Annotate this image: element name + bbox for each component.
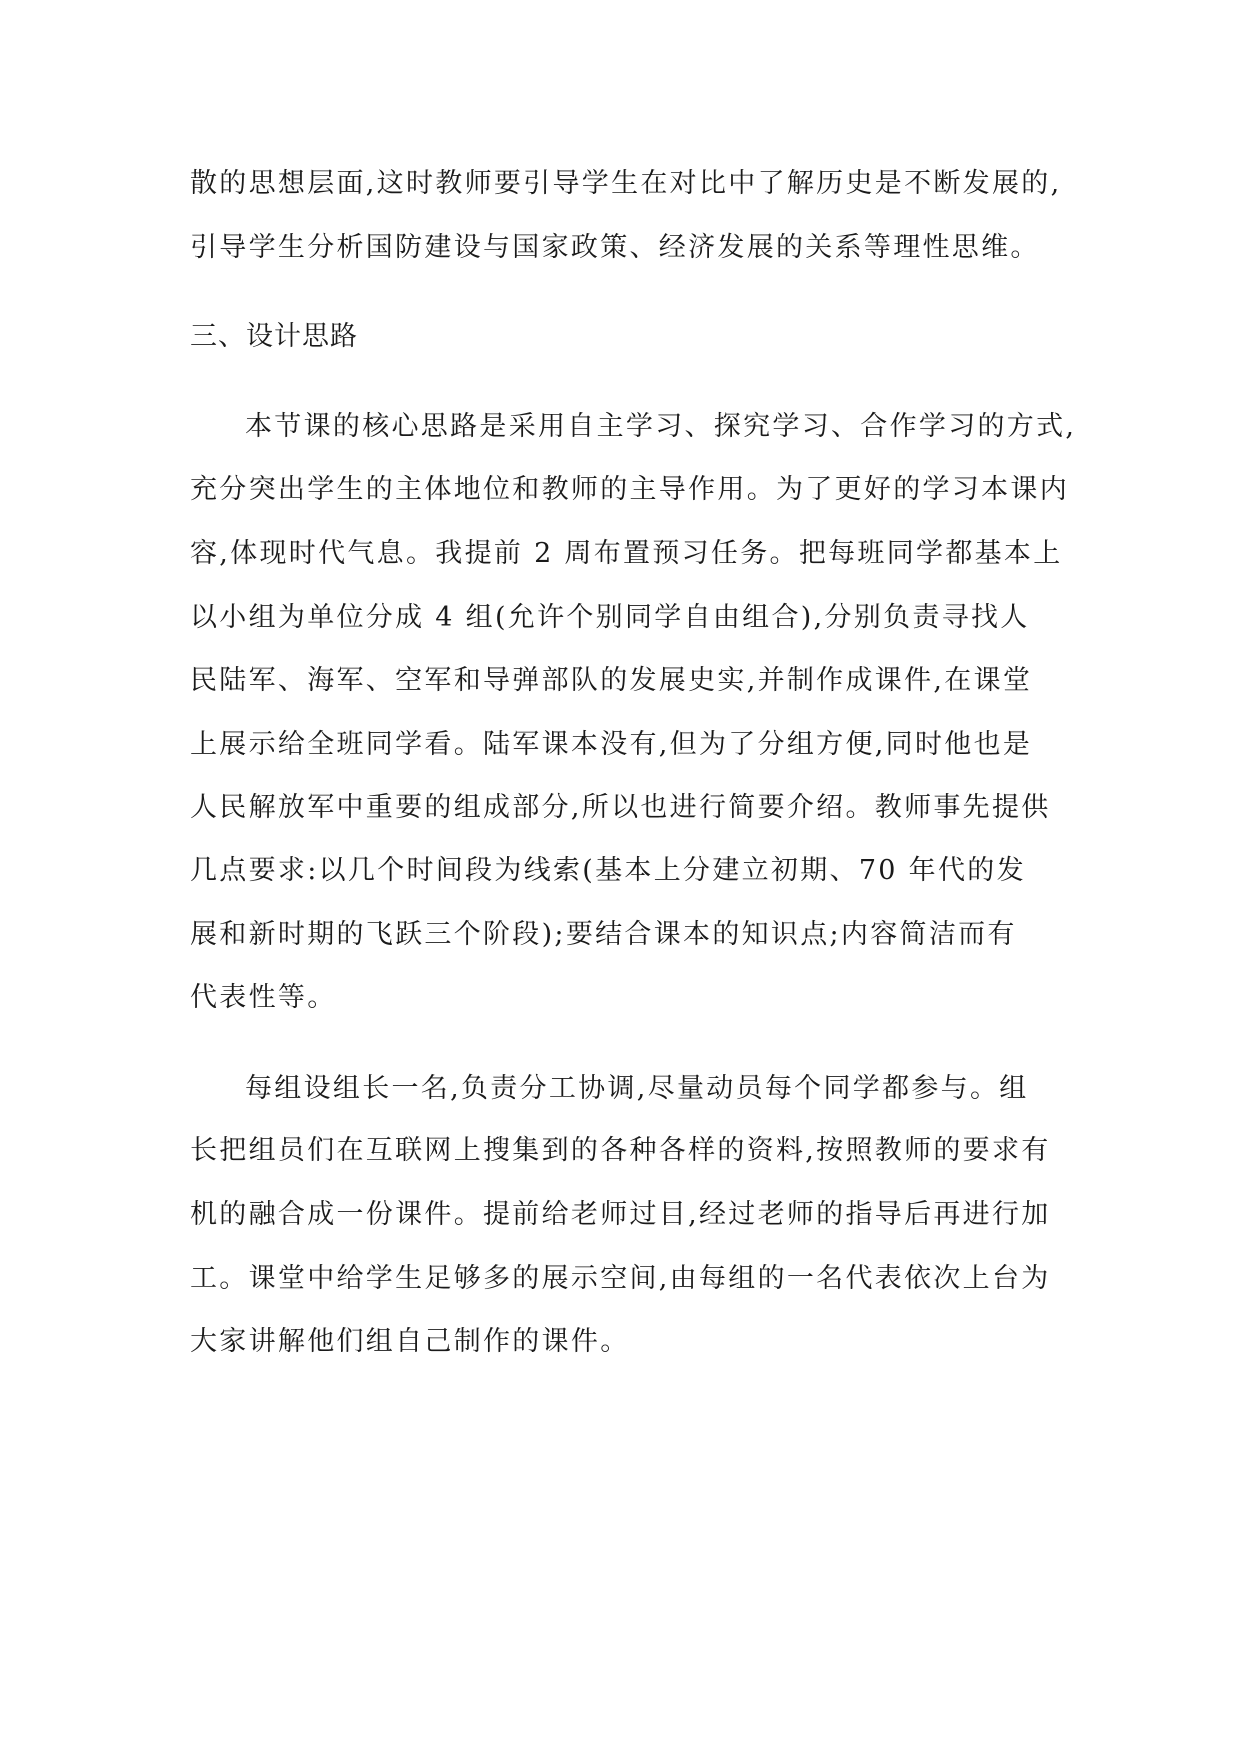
paragraph-2-line-7: 人民解放军中重要的组成部分,所以也进行简要介绍。教师事先提供 — [190, 792, 1051, 823]
paragraph-2-line-2: 充分突出学生的主体地位和教师的主导作用。为了更好的学习本课内 — [190, 474, 1069, 505]
paragraph-2-line-5: 民陆军、海军、空军和导弹部队的发展史实,并制作成课件,在课堂 — [190, 665, 1033, 696]
paragraph-2-line-9: 展和新时期的飞跃三个阶段);要结合课本的知识点;内容简洁而有 — [190, 919, 1017, 950]
paragraph-2-line-8: 几点要求:以几个时间段为线索(基本上分建立初期、70 年代的发 — [190, 855, 1026, 886]
paragraph-1-line-1: 散的思想层面,这时教师要引导学生在对比中了解历史是不断发展的, — [190, 168, 1062, 199]
section-heading: 三、设计思路 — [190, 321, 358, 352]
paragraph-3-line-3: 机的融合成一份课件。提前给老师过目,经过老师的指导后再进行加 — [190, 1199, 1051, 1230]
paragraph-3-line-2: 长把组员们在互联网上搜集到的各种各样的资料,按照教师的要求有 — [190, 1135, 1051, 1166]
paragraph-3-line-4: 工。课堂中给学生足够多的展示空间,由每组的一名代表依次上台为 — [190, 1263, 1051, 1294]
paragraph-2-line-1: 本节课的核心思路是采用自主学习、探究学习、合作学习的方式, — [245, 411, 1077, 442]
paragraph-1-line-2: 引导学生分析国防建设与国家政策、经济发展的关系等理性思维。 — [190, 232, 1040, 263]
paragraph-3-line-1: 每组设组长一名,负责分工协调,尽量动员每个同学都参与。组 — [245, 1073, 1029, 1104]
paragraph-2-line-3: 容,体现时代气息。我提前 2 周布置预习任务。把每班同学都基本上 — [190, 538, 1063, 569]
paragraph-2-line-10: 代表性等。 — [190, 982, 337, 1013]
paragraph-3-line-5: 大家讲解他们组自己制作的课件。 — [190, 1326, 630, 1357]
paragraph-2-line-4: 以小组为单位分成 4 组(允许个别同学自由组合),分别负责寻找人 — [190, 602, 1030, 633]
paragraph-2-line-6: 上展示给全班同学看。陆军课本没有,但为了分组方便,同时他也是 — [190, 729, 1033, 760]
